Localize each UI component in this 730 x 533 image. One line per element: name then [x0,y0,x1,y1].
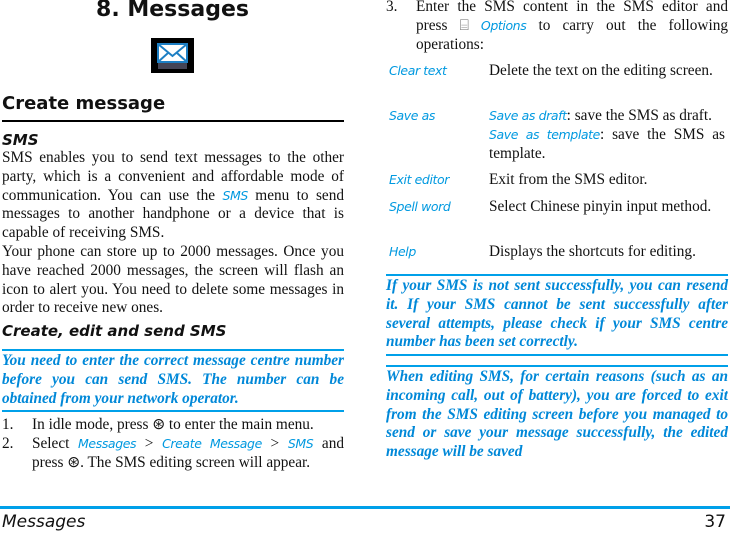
create-heading: Create, edit and send SMS [2,322,227,340]
footer-rule [0,506,730,509]
divider [2,120,344,122]
sms-menu-link: SMS [222,187,248,203]
options-softkey-icon: ⌸ [459,16,481,34]
section-heading: Create message [2,93,166,114]
note-message-centre: You need to enter the correct message centre number before you can send SMS. The number can be obtained from your network operator. [2,349,344,412]
option-exit-editor: Exit editor Exit from the SMS editor. [389,171,648,188]
option-save-as: Save as Save as draft: save the SMS as draft. Save as template: save the SMS as template. [389,107,725,162]
footer-section: Messages [2,512,86,532]
sms-paragraph-2: Your phone can store up to 2000 messages. Once you have reached 2000 messages, the screen will flash an icon to alert you. You need to delete some messages in order to receive new ones. [2,243,344,317]
sms-paragraph-1: SMS enables you to send text messages to the other party, which is a convenient and affordable mode of communication. You can use the SMS menu to send messages to another handphone or a device that is capable of receiving SMS. [2,149,344,242]
sms-heading: SMS [2,131,39,149]
chapter-title: 8. Messages [96,0,249,22]
ok-key-icon: ⊛ [67,453,81,471]
steps-list [2,416,344,472]
option-spell-word: Spell word Select Chinese pinyin input method. [389,198,712,215]
note-auto-save: When editing SMS, for certain reasons (such as an incoming call, out of battery), you are forced to exit from the SMS editing screen before you managed to send or save your message successfully, the edited message will be saved [386,365,728,470]
note-resend: If your SMS is not sent successfully, you can resend it. If your SMS cannot be sent successfully after several attempts, please check if your SMS centre number has been set correctly. [386,274,728,356]
step-1: 1. In idle mode, press ⊛ to enter the main menu. [2,416,314,433]
envelope-icon [151,38,194,73]
step-2: 2. Select Messages > Create Message > SMS and press ⊛. The SMS editing screen will appear. [2,434,345,471]
option-clear-text: Clear text Delete the text on the editing screen. [389,62,713,79]
page-number: 37 [704,512,726,532]
ok-key-icon: ⊛ [152,416,166,433]
step-3: 3. Enter the SMS content in the SMS editor and press ⌸ Options to carry out the following operations: [386,0,729,53]
option-help: Help Displays the shortcuts for editing. [389,243,696,260]
